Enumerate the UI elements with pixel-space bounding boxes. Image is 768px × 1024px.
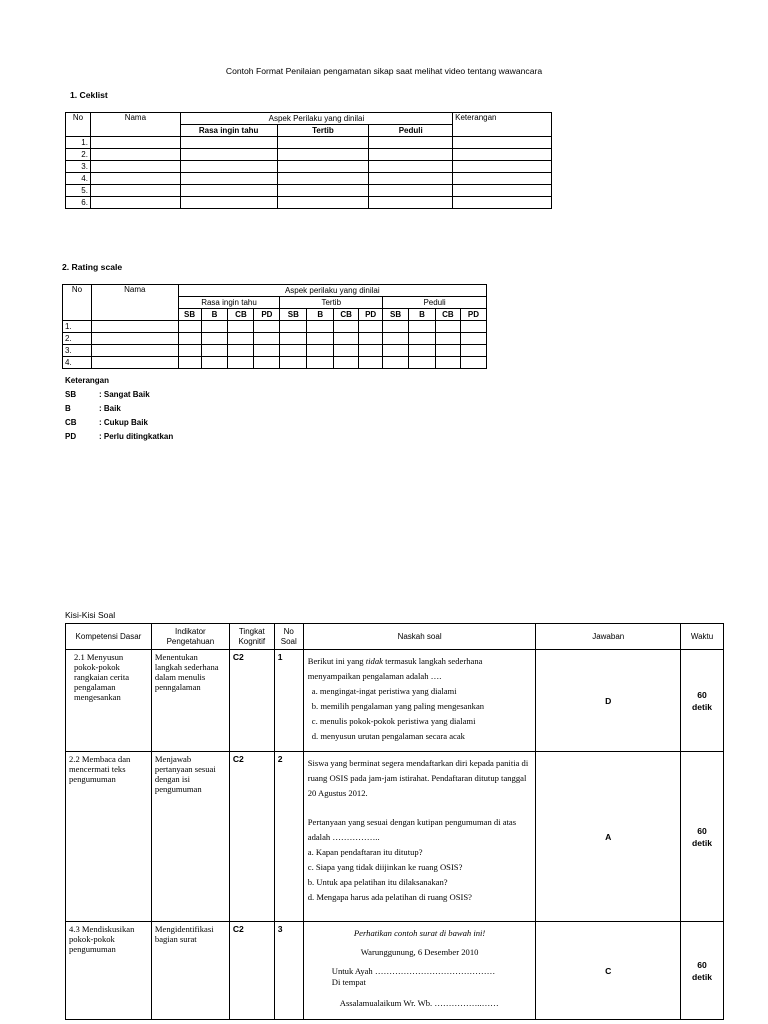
scale-pd: PD (460, 309, 486, 321)
kisi-header-tingkat: Tingkat Kognitif (229, 624, 274, 650)
legend-desc: : Baik (99, 404, 121, 413)
legend-desc: : Perlu ditingkatkan (99, 432, 174, 441)
checklist-header-peduli: Peduli (369, 125, 453, 137)
legend-abbr: B (65, 404, 71, 413)
table-cell (180, 185, 277, 197)
letter-place: Di tempat (331, 977, 366, 987)
scale-cb: CB (334, 309, 359, 321)
checklist-header-no: No (66, 113, 91, 137)
table-cell (180, 173, 277, 185)
table-cell (277, 149, 369, 161)
table-row (66, 173, 552, 185)
row-number: 3. (63, 345, 92, 357)
table-cell (369, 173, 453, 185)
naskah-cell (303, 752, 536, 922)
waktu-unit: detik (691, 837, 713, 848)
scale-cb: CB (435, 309, 460, 321)
kisi-header-naskah: Naskah soal (303, 624, 536, 650)
kisi-kisi-table (65, 623, 724, 1020)
option-a: a. mengingat-ingat peristiwa yang dialami (311, 686, 457, 696)
row-number: 2. (63, 333, 92, 345)
table-cell (369, 185, 453, 197)
question-stem (308, 654, 532, 684)
kd-cell: 4.3 Mendiskusikan pokok-pokok pengumuman (66, 922, 152, 1020)
letter-instruction: Perhatikan contoh surat di bawah ini! (353, 928, 486, 938)
kisi-header-kd: Kompetensi Dasar (66, 624, 152, 650)
table-cell (277, 161, 369, 173)
table-cell (277, 137, 369, 149)
indikator-cell: Menjawab pertanyaan sesuai dengan isi pengumuman (151, 752, 229, 922)
question-text: Pertanyaan yang sesuai dengan kutipan pengumuman di atas adalah …………….. (307, 817, 517, 842)
table-cell (369, 137, 453, 149)
table-cell (369, 149, 453, 161)
option-a: a. Kapan pendaftaran itu ditutup? (307, 847, 423, 857)
rating-header-nama: Nama (91, 285, 178, 321)
rating-header-rasa-ingin-tahu: Rasa ingin tahu (178, 297, 280, 309)
letter-greeting: Assalamualaikum Wr. Wb. ……………..…… (339, 998, 499, 1008)
table-cell (90, 161, 180, 173)
naskah-cell (303, 922, 536, 1020)
rating-header-peduli: Peduli (383, 297, 487, 309)
naskah-cell (303, 650, 536, 752)
legend-title: Keterangan (65, 376, 110, 385)
table-row (63, 321, 487, 333)
table-row (66, 149, 552, 161)
scale-pd: PD (359, 309, 383, 321)
waktu-number: 60 (697, 825, 707, 836)
table-cell (90, 137, 180, 149)
table-row (66, 185, 552, 197)
row-number: 1. (66, 137, 91, 149)
table-cell (180, 161, 277, 173)
table-cell (453, 161, 552, 173)
table-cell (277, 197, 369, 209)
kd-cell: 2.2 Membaca dan mencermati teks pengumuman (66, 752, 152, 922)
rating-scale-table (62, 284, 487, 369)
checklist-header-tertib: Tertib (277, 125, 369, 137)
stem-text: Berikut ini yang (307, 656, 366, 666)
legend-item (65, 430, 173, 444)
checklist-header-rasa-ingin-tahu: Rasa ingin tahu (180, 125, 277, 137)
kisi-header-no: No Soal (274, 624, 303, 650)
kisi-header-indikator: Indikator Pengetahuan (151, 624, 229, 650)
scale-pd: PD (254, 309, 280, 321)
checklist-header-keterangan: Keterangan (453, 113, 552, 137)
table-cell (90, 197, 180, 209)
table-cell (90, 149, 180, 161)
legend-desc: : Cukup Baik (99, 418, 148, 427)
legend-item (65, 388, 173, 402)
no-soal-cell: 3 (274, 922, 303, 1020)
row-number: 3. (66, 161, 91, 173)
table-row (63, 357, 487, 369)
jawaban-cell: C (536, 922, 681, 1020)
waktu-cell (681, 922, 724, 1020)
table-row (66, 922, 724, 1020)
letter-recipient: Untuk Ayah …………………………………… (331, 966, 496, 976)
option-d: d. menyusun urutan pengalaman secara acak (311, 731, 465, 741)
row-number: 5. (66, 185, 91, 197)
waktu-cell (681, 650, 724, 752)
legend-abbr: SB (65, 390, 77, 399)
tingkat-cell: C2 (229, 752, 274, 922)
table-cell (180, 197, 277, 209)
kisi-heading: Kisi-Kisi Soal (65, 610, 116, 620)
option-b: b. Untuk apa pelatihan itu dilaksanakan? (307, 877, 448, 887)
scale-b: B (409, 309, 436, 321)
checklist-header-nama: Nama (90, 113, 180, 137)
table-row (66, 197, 552, 209)
scale-cb: CB (228, 309, 254, 321)
rating-header-aspek: Aspek perilaku yang dinilai (178, 285, 486, 297)
legend-abbr: PD (65, 432, 77, 441)
table-cell (453, 173, 552, 185)
waktu-cell (681, 752, 724, 922)
checklist-heading: 1. Ceklist (70, 90, 108, 100)
table-cell (453, 197, 552, 209)
rating-header-no: No (63, 285, 92, 321)
document-title: Contoh Format Penilaian pengamatan sikap saat melihat video tentang wawancara (225, 66, 543, 76)
table-row (66, 752, 724, 922)
scale-b: B (307, 309, 334, 321)
table-cell (277, 185, 369, 197)
scale-sb: SB (178, 309, 201, 321)
scale-sb: SB (280, 309, 307, 321)
table-cell (369, 197, 453, 209)
table-cell (90, 173, 180, 185)
letter-date: Warunggunung, 6 Desember 2010 (360, 947, 479, 957)
option-d: d. Mengapa harus ada pelatihan di ruang OSIS? (307, 892, 472, 902)
row-number: 2. (66, 149, 91, 161)
row-number: 4. (66, 173, 91, 185)
no-soal-cell: 1 (274, 650, 303, 752)
passage-text: Siswa yang berminat segera mendaftarkan diri kepada panitia di ruang OSIS pada jam-jam istirahat. Pendaftaran ditutup tanggal 20 Agustus 2012. (307, 758, 529, 798)
legend-abbr: CB (65, 418, 77, 427)
table-cell (90, 185, 180, 197)
option-c: c. Siapa yang tidak diijinkan ke ruang OSIS? (307, 862, 463, 872)
table-cell (277, 173, 369, 185)
no-soal-cell: 2 (274, 752, 303, 922)
option-b: b. memilih pengalaman yang paling mengesankan (311, 701, 485, 711)
waktu-unit: detik (691, 701, 713, 712)
checklist-header-aspek: Aspek Perilaku yang dinilai (180, 113, 452, 125)
table-cell (453, 149, 552, 161)
waktu-number: 60 (697, 959, 707, 970)
table-cell (369, 161, 453, 173)
jawaban-cell: D (536, 650, 681, 752)
table-cell (453, 137, 552, 149)
row-number: 4. (63, 357, 92, 369)
table-row (63, 333, 487, 345)
legend-desc: : Sangat Baik (99, 390, 150, 399)
waktu-unit: detik (691, 971, 713, 982)
table-row (63, 345, 487, 357)
tingkat-cell: C2 (229, 922, 274, 1020)
table-row (66, 137, 552, 149)
jawaban-cell: A (536, 752, 681, 922)
kisi-header-waktu: Waktu (681, 624, 724, 650)
stem-text: termasuk langkah sederhana menyampaikan pengalaman adalah …. (307, 656, 483, 681)
kisi-header-jawaban: Jawaban (536, 624, 681, 650)
table-row (66, 161, 552, 173)
scale-b: B (201, 309, 228, 321)
row-number: 1. (63, 321, 92, 333)
checklist-table (65, 112, 552, 209)
table-cell (453, 185, 552, 197)
row-number: 6. (66, 197, 91, 209)
legend (65, 374, 173, 444)
table-cell (180, 137, 277, 149)
kd-cell: 2.1 Menyusun pokok-pokok rangkaian cerita pengalaman mengesankan (66, 650, 152, 752)
table-cell (180, 149, 277, 161)
rating-header-tertib: Tertib (280, 297, 383, 309)
indikator-cell: Mengidentifikasi bagian surat (151, 922, 229, 1020)
waktu-number: 60 (697, 689, 707, 700)
tingkat-cell: C2 (229, 650, 274, 752)
option-c: c. menulis pokok-pokok peristiwa yang dialami (311, 716, 476, 726)
indikator-cell: Menentukan langkah sederhana dalam menulis penngalaman (151, 650, 229, 752)
legend-item (65, 416, 173, 430)
rating-heading: 2. Rating scale (62, 262, 123, 272)
scale-sb: SB (383, 309, 409, 321)
stem-emphasis: tidak (365, 656, 383, 666)
table-row (66, 650, 724, 752)
legend-item (65, 402, 173, 416)
